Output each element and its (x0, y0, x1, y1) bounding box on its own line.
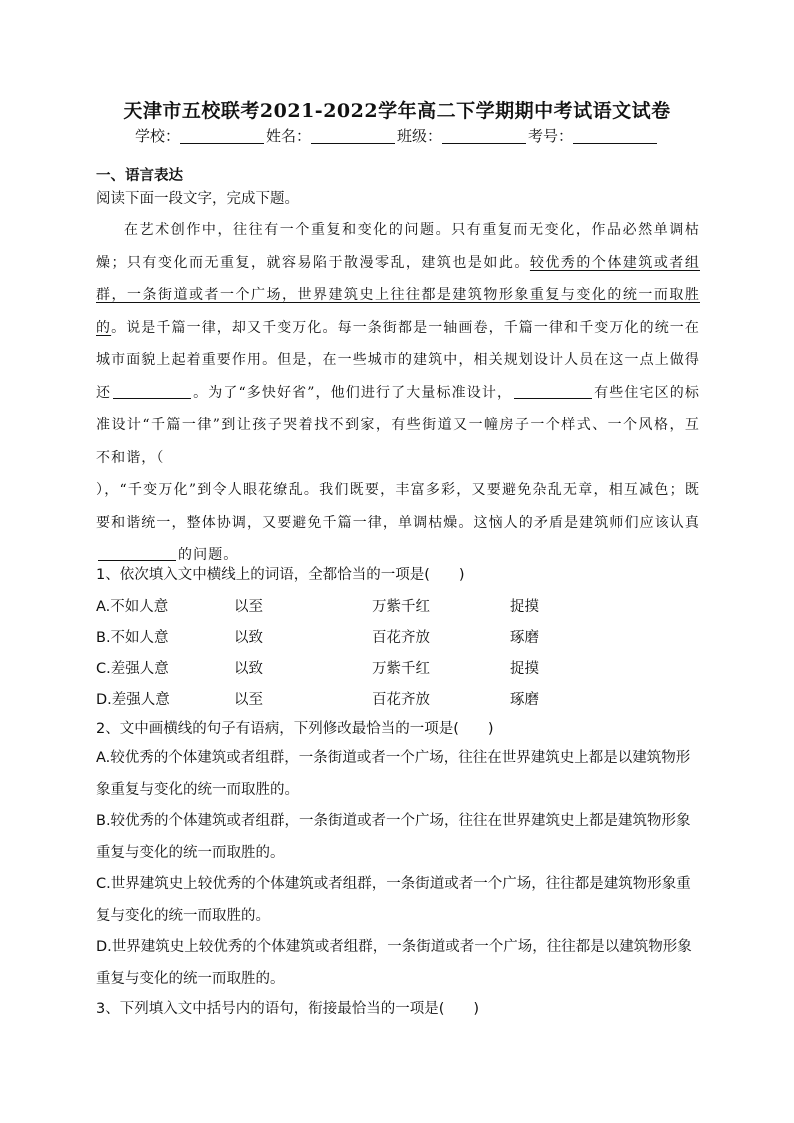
option-cell: 万紫千红 (372, 599, 430, 615)
question-1-stem: 1、依次填入文中横线上的词语，全都恰当的一项是( ) (96, 567, 465, 583)
option-cell: 捉摸 (510, 661, 539, 677)
passage-paragraph (96, 214, 700, 572)
passage-text: 在艺术创作中，往往有一个重复和变化的问题。只有重复而无变化，作品必然单调枯燥；只有变化而无重复，就容易陷于散漫零乱，建筑也是如此。 (96, 222, 700, 271)
question-2-choice-b: B.较优秀的个体建筑或者组群，一条街道或者一个广场，往往在世界建筑史上都是建筑物形象重复与变化的统一而取胜的。 (96, 813, 691, 861)
underlined-sentence: 较优秀的个体建筑或者组群，一条街道或者一个广场，世界建筑史上往往都是建筑物形象重复与变化的统一而取胜的 (96, 254, 700, 336)
student-info-line (0, 125, 794, 146)
exam-title: 天津市五校联考2021-2022学年高二下学期期中考试语文试卷 (123, 100, 671, 122)
option-cell: 万紫千红 (372, 661, 430, 677)
option-cell: C.差强人意 (96, 661, 169, 677)
name-blank (311, 129, 395, 144)
question-2-stem: 2、文中画横线的句子有语病，下列修改最恰当的一项是( ) (96, 721, 494, 737)
class-blank (442, 129, 526, 144)
school-blank (180, 129, 264, 144)
option-cell: 以致 (234, 661, 263, 677)
name-label: 姓名： (265, 127, 311, 145)
number-label: 考号： (528, 127, 574, 145)
passage-text: 。说是千篇一律，却又千变万化。每一条街都是一轴画卷，千篇一律和千变万化的统一在城市面貌上起着重要作用。但是，在一些城市的建筑中，相关规划设计人员在这一点上做得还 (96, 319, 701, 401)
option-cell: A.不如人意 (96, 599, 169, 615)
option-cell: B.不如人意 (96, 630, 169, 646)
passage-text: 的问题。 (178, 547, 239, 563)
question-3-stem: 3、下列填入文中括号内的语句，衔接最恰当的一项是( ) (96, 1001, 480, 1017)
option-cell: 以至 (234, 692, 263, 708)
option-cell: 百花齐放 (372, 630, 430, 646)
option-cell: 百花齐放 (372, 692, 430, 708)
option-cell: 以至 (234, 599, 263, 615)
option-cell: 琢磨 (510, 692, 539, 708)
fill-blank-1 (113, 384, 191, 399)
question-2-choice-a: A.较优秀的个体建筑或者组群，一条街道或者一个广场，往往在世界建筑史上都是以建筑物形象重复与变化的统一而取胜的。 (96, 750, 691, 798)
number-blank (573, 129, 657, 144)
option-cell: D.差强人意 (96, 692, 170, 708)
fill-blank-2 (514, 384, 592, 399)
school-label: 学校： (134, 127, 180, 145)
section-instruction: 阅读下面一段文字，完成下题。 (96, 191, 299, 207)
passage-text: 有些住宅区的标准设计“千篇一律”到让孩子哭着找不到家，有些街道又一幢房子一个样式、一个风格，互不和谐，（ (96, 384, 700, 466)
passage-text: ），“千变万化”到令人眼花缭乱。我们既要，丰富多彩，又要避免杂乱无章，相互减色；既要和谐统一，整体协调，又要避免千篇一律，单调枯燥。这恼人的矛盾是建筑师们应该认真 (96, 482, 700, 531)
reading-passage (96, 214, 700, 572)
section-heading: 一、语言表达 (96, 168, 183, 184)
class-label: 班级： (397, 127, 443, 145)
option-cell: 捉摸 (510, 599, 539, 615)
option-cell: 琢磨 (510, 630, 539, 646)
question-2-choice-c: C.世界建筑史上较优秀的个体建筑或者组群，一条街道或者一个广场，往往都是建筑物形象重复与变化的统一而取胜的。 (96, 876, 691, 924)
question-2-choice-d: D.世界建筑史上较优秀的个体建筑或者组群，一条街道或者一个广场，往往都是以建筑物形象重复与变化的统一而取胜的。 (96, 939, 692, 987)
fill-blank-3 (98, 546, 176, 561)
option-cell: 以致 (234, 630, 263, 646)
passage-text: 。为了“多快好省”，他们进行了大量标准设计， (193, 384, 513, 401)
